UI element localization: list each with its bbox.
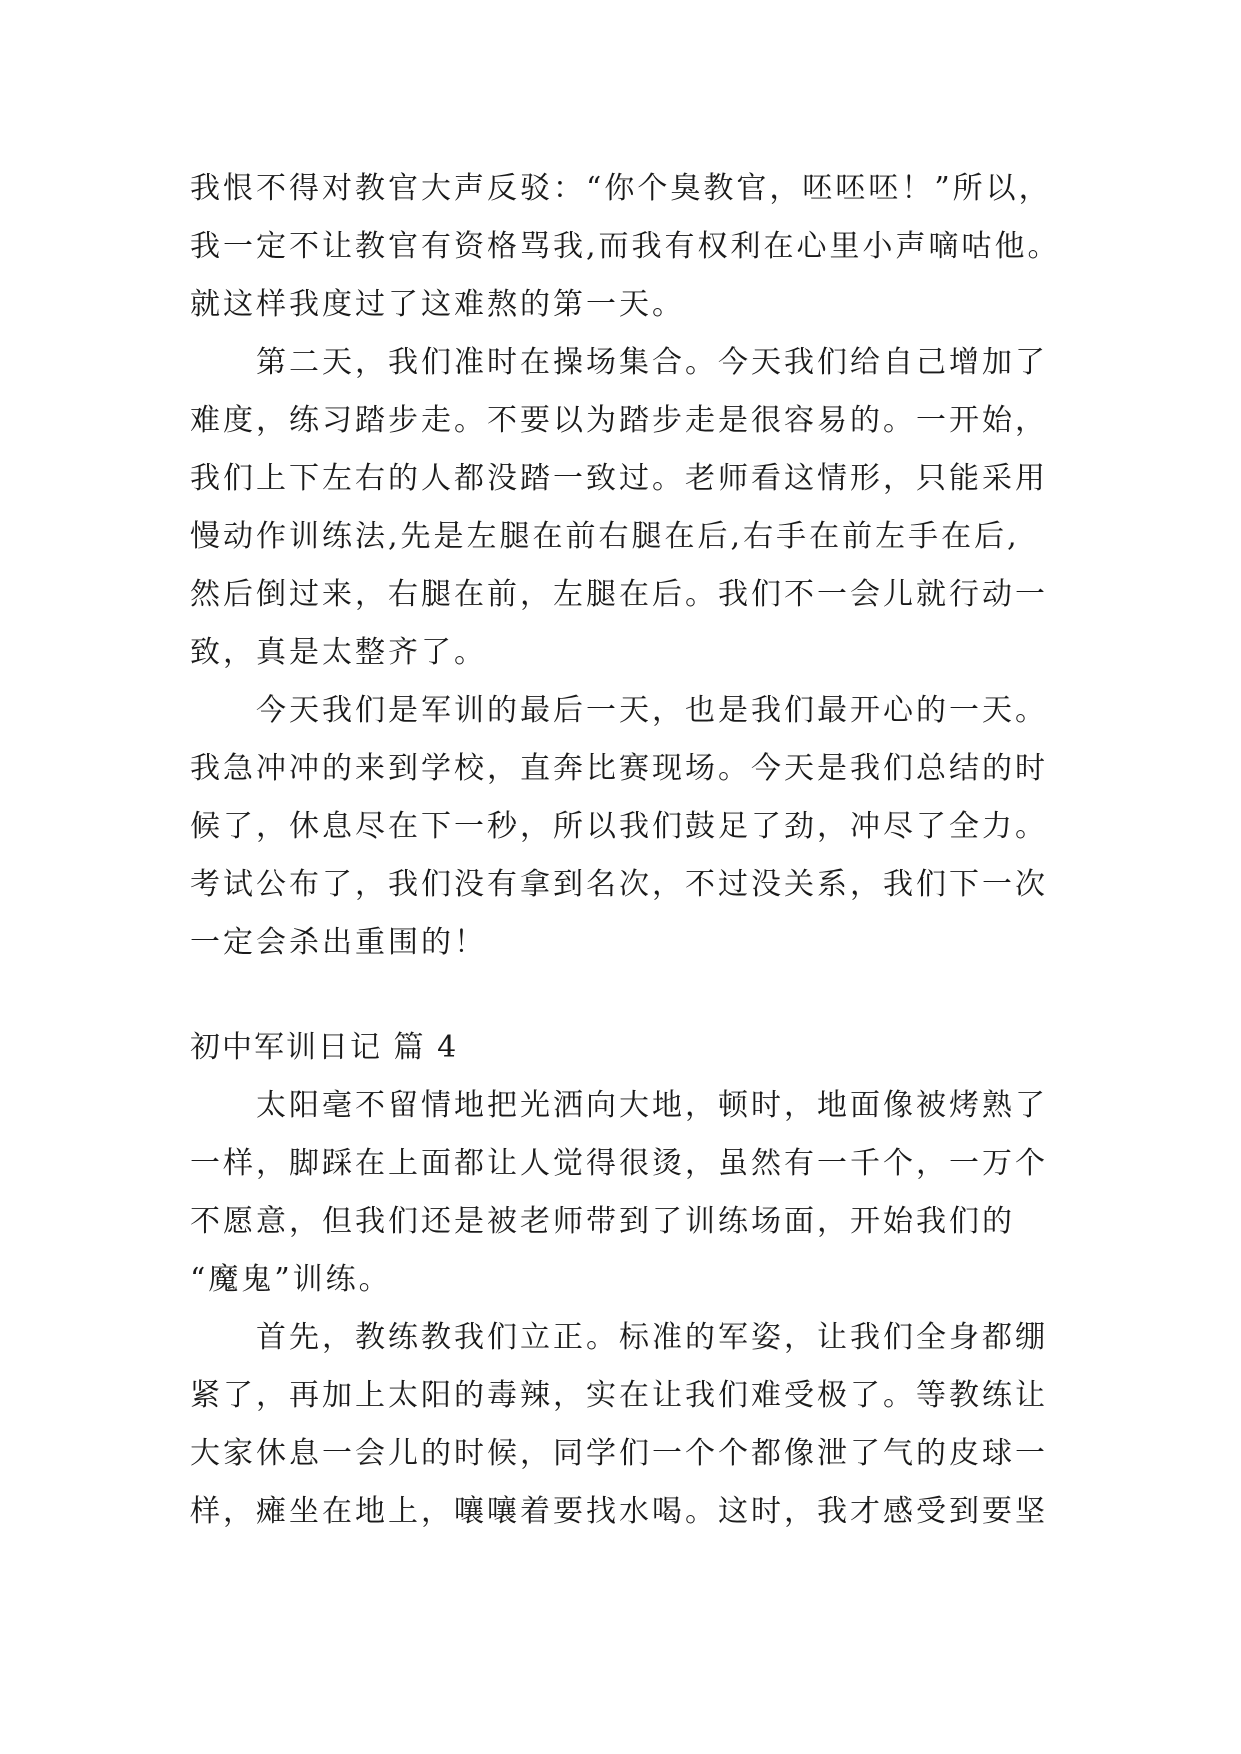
text-line: 我们上下左右的人都没踏一致过。老师看这情形，只能采用 xyxy=(190,461,1048,496)
text-line: 不愿意，但我们还是被老师带到了训练场面，开始我们的 xyxy=(190,1204,1015,1239)
section-paragraph-2 xyxy=(190,1309,1070,1541)
section-heading: 初中军训日记 篇 4 xyxy=(190,1030,459,1065)
text-line: 我急冲冲的来到学校，直奔比赛现场。今天是我们总结的时 xyxy=(190,751,1048,786)
text-line: 慢动作训练法,先是左腿在前右腿在后,右手在前左手在后, xyxy=(190,519,1020,554)
text-line: “魔鬼”训练。 xyxy=(190,1262,392,1297)
text-line: 太阳毫不留情地把光洒向大地，顿时，地面像被烤熟了 xyxy=(256,1088,1048,1123)
text-line: 考试公布了，我们没有拿到名次，不过没关系，我们下一次 xyxy=(190,867,1048,902)
text-line: 难度，练习踏步走。不要以为踏步走是很容易的。一开始， xyxy=(190,403,1048,438)
text-line: 紧了，再加上太阳的毒辣，实在让我们难受极了。等教练让 xyxy=(190,1378,1048,1413)
text-line: 样，瘫坐在地上，嚷嚷着要找水喝。这时，我才感受到要坚 xyxy=(190,1494,1048,1529)
text-line: 第二天，我们准时在操场集合。今天我们给自己增加了 xyxy=(256,345,1048,380)
text-line: 一定会杀出重围的！ xyxy=(190,925,487,960)
paragraph-1 xyxy=(190,160,1070,334)
section-gap xyxy=(190,972,1070,1019)
text-line: 然后倒过来，右腿在前，左腿在后。我们不一会儿就行动一 xyxy=(190,577,1048,612)
paragraph-3 xyxy=(190,682,1070,972)
text-line: 大家休息一会儿的时候，同学们一个个都像泄了气的皮球一 xyxy=(190,1436,1048,1471)
text-line: 首先，教练教我们立正。标准的军姿，让我们全身都绷 xyxy=(256,1320,1048,1355)
document-page xyxy=(190,160,1070,1541)
paragraph-2 xyxy=(190,334,1070,682)
text-line: 今天我们是军训的最后一天，也是我们最开心的一天。 xyxy=(256,693,1048,728)
text-line: 候了，休息尽在下一秒，所以我们鼓足了劲，冲尽了全力。 xyxy=(190,809,1048,844)
text-line: 我一定不让教官有资格骂我,而我有权利在心里小声嘀咕他。 xyxy=(190,229,1061,264)
section-paragraph-1 xyxy=(190,1077,1070,1309)
text-line: 就这样我度过了这难熬的第一天。 xyxy=(190,287,685,322)
text-line: 我恨不得对教官大声反驳：“你个臭教官，呸呸呸！”所以， xyxy=(190,171,1052,206)
text-line: 一样，脚踩在上面都让人觉得很烫，虽然有一千个，一万个 xyxy=(190,1146,1048,1181)
text-line: 致，真是太整齐了。 xyxy=(190,635,487,670)
